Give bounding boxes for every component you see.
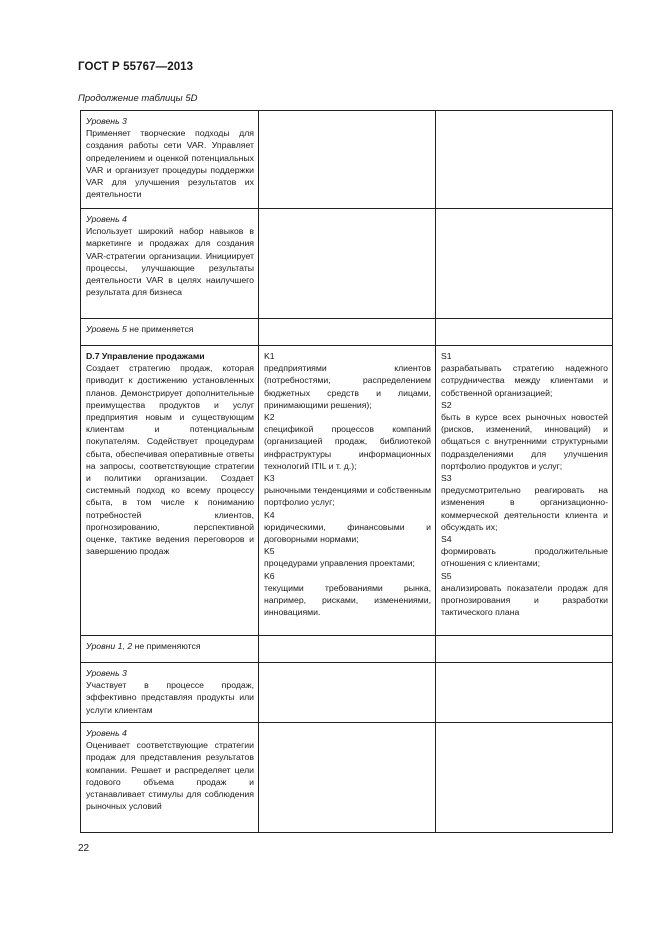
table-row <box>81 636 613 663</box>
table-cell <box>81 663 259 723</box>
knowledge-code: K6 <box>264 570 275 581</box>
table-cell <box>81 111 259 209</box>
knowledge-item: процедурами управления проектами; <box>264 558 415 569</box>
knowledge-item: текущими требованиями рынка, например, рисками, изменениями, инновациями. <box>264 582 431 618</box>
table-cell <box>436 346 613 636</box>
table-cell <box>81 209 259 319</box>
skill-item: разрабатывать стратегию надежного сотрудничества между клиентами и собственной организацией; <box>441 363 608 398</box>
knowledge-code: K3 <box>264 473 275 484</box>
table-row <box>81 209 613 319</box>
table-row <box>81 319 613 346</box>
knowledge-item: рыночными тенденциями и собственным портфолио услуг; <box>264 485 431 508</box>
level-label: Уровень 3 <box>86 668 127 678</box>
table-cell <box>436 723 613 833</box>
knowledge-code: K1 <box>264 351 275 361</box>
level-description: Оценивает соответствующие стратегии продаж для представления результатов компании. Решает и распределяет цели годового объема продаж и устанавливает стимулы для соблюдения рыночных условий <box>86 740 254 812</box>
table-cell <box>81 636 259 663</box>
skill-code: S2 <box>441 399 452 410</box>
level-label: Уровень 3 <box>86 116 127 126</box>
knowledge-item: юридическими, финансовыми и договорными нормами; <box>264 521 431 545</box>
level-description: Применяет творческие подходы для создания работы сети VAR. Управляет определением и оценкой потенциальных VAR и организует процедуры поддержки VAR для улучшения результатов их деятельности <box>86 128 254 200</box>
knowledge-code: K4 <box>264 509 275 520</box>
page-number: 22 <box>78 843 90 854</box>
document-title: ГОСТ Р 55767—2013 <box>78 61 194 73</box>
table-cell <box>436 111 613 209</box>
table-cell <box>81 723 259 833</box>
section-heading: D.7 Управление продажами <box>86 351 205 361</box>
level-label: Уровни 1, 2 <box>86 641 133 651</box>
table-cell <box>259 723 436 833</box>
knowledge-code: K5 <box>264 546 275 557</box>
table-row <box>81 723 613 833</box>
level-note: не применяются <box>132 641 201 651</box>
table-cell <box>436 663 613 723</box>
table-cell <box>81 346 259 636</box>
table-cell <box>259 636 436 663</box>
skill-code: S1 <box>441 351 452 361</box>
table-row <box>81 346 613 636</box>
level-label: Уровень 5 <box>86 324 127 334</box>
section-description: Создает стратегию продаж, которая приводит к достижению установленных планов. Демонстрирует дополнительные преимущества продуктов и услуг предприятия новым и существующим клиентам и потенциальным покупателям. Содействует процедурам сбыта, обеспечивая оперативные ответы на запросы, соответствующие стратегии и политики организации. Создает системный подход ко всему процессу сбыта, в том числе к пониманию потребностей клиентов, прогнозированию, перспективной оценке, тактике ведения переговоров и завершению продаж <box>86 363 254 557</box>
skill-item: предусмотрительно реагировать на изменения в организационно-коммерческой деятельности клиента и обсуждать их; <box>441 485 608 532</box>
level-label: Уровень 4 <box>86 214 127 224</box>
table-cell <box>259 319 436 346</box>
skill-item: анализировать показатели продаж для прогнозирования и разработки тактического плана <box>441 582 608 618</box>
skill-item: формировать продолжительные отношения с клиентами; <box>441 546 608 569</box>
knowledge-item: спецификой процессов компаний (организацией продаж, библиотекой инфраструктуры информационных технологий ITIL и т. д.); <box>264 424 431 471</box>
skill-item: быть в курсе всех рыночных новостей (рисков, изменений, инноваций) и общаться с внутренними структурными подразделениями для улучшения портфолио продуктов и услуг; <box>441 412 608 471</box>
skill-code: S4 <box>441 534 452 545</box>
level-description: Использует широкий набор навыков в маркетинге и продажах для создания VAR-стратегии организации. Инициирует процессы, улучшающие результаты деятельности VAR в целях наилучшего результата для бизнеса <box>86 226 254 298</box>
table-cell <box>259 209 436 319</box>
level-description: Участвует в процессе продаж, эффективно представляя продукты или услуги клиентам <box>86 680 254 715</box>
table-cell <box>436 319 613 346</box>
table-cell <box>436 209 613 319</box>
knowledge-item: предприятиями клиентов (потребностями, распределением бюджетных средств и лицами, принимающими решения); <box>264 363 431 410</box>
level-note: не применяется <box>126 324 194 334</box>
table-cell <box>436 636 613 663</box>
table-caption: Продолжение таблицы 5D <box>78 93 198 104</box>
competence-table <box>80 110 613 833</box>
knowledge-code: K2 <box>264 412 275 423</box>
table-row <box>81 111 613 209</box>
skill-code: S3 <box>441 473 452 484</box>
table-cell <box>259 346 436 636</box>
skills-list <box>441 350 608 618</box>
table-cell <box>259 111 436 209</box>
table-cell <box>259 663 436 723</box>
table-cell <box>81 319 259 346</box>
skill-code: S5 <box>441 570 452 581</box>
table-row <box>81 663 613 723</box>
knowledge-list <box>264 350 431 618</box>
level-label: Уровень 4 <box>86 728 127 738</box>
